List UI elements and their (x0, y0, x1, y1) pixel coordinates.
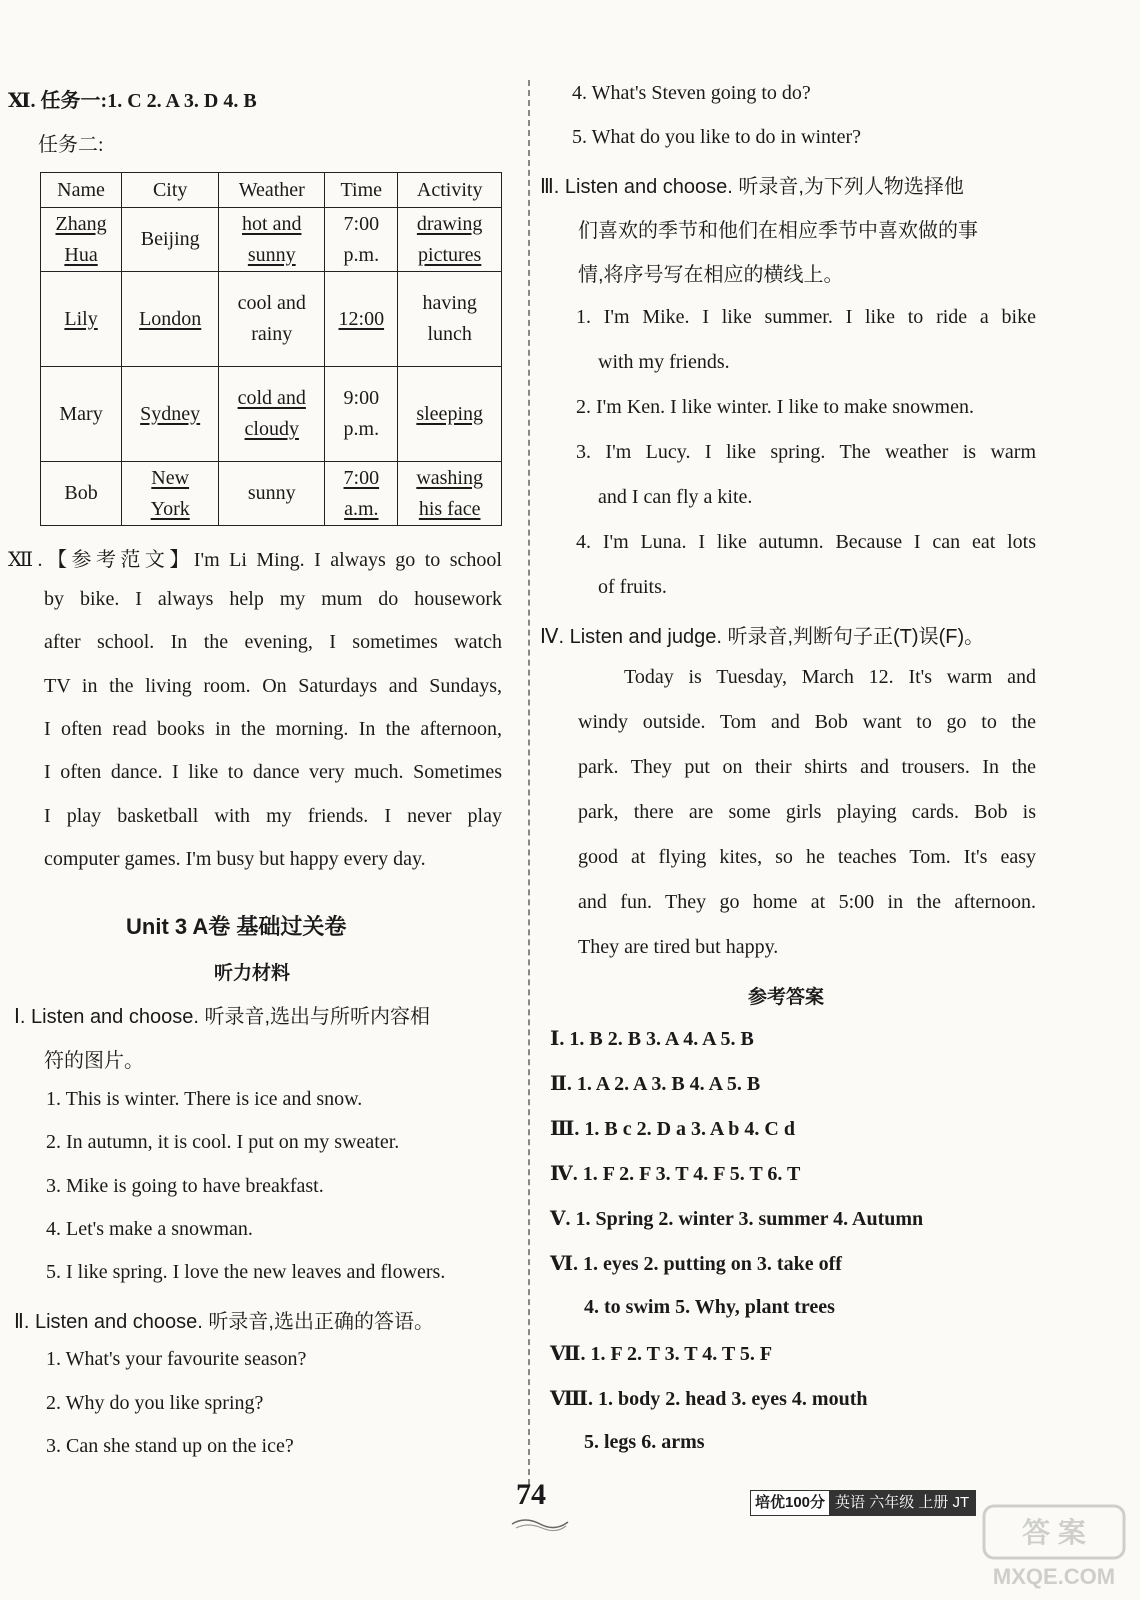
answer-line: Ⅳ. 1. F 2. F 3. T 4. F 5. T 6. T (550, 1163, 801, 1185)
answer-line: Ⅲ. 1. B c 2. D a 3. A b 4. C d (550, 1118, 795, 1140)
cell-activity: having lunch (398, 272, 502, 367)
section-2-title: Ⅱ. Listen and choose. 听录音,选出正确的答语。 (14, 1311, 434, 1333)
table-row (41, 272, 502, 367)
essay-line: Ⅻ.【参考范文】I'm Li Ming. I always go to school (8, 549, 502, 571)
table-row (41, 208, 502, 272)
page-number: 74 (516, 1478, 546, 1511)
section-3-title-cont: 情,将序号写在相应的横线上。 (578, 264, 844, 286)
wave-ornament-icon (510, 1514, 570, 1532)
section-3-title-cont: 们喜欢的季节和他们在相应季节中喜欢做的事 (578, 220, 978, 242)
list-item: 1. I'm Mike. I like summer. I like to ride a bike (576, 306, 1036, 328)
cell-city: New York (122, 462, 219, 526)
list-item: 2. I'm Ken. I like winter. I like to make snowmen. (576, 396, 974, 418)
list-item: 3. Mike is going to have breakfast. (46, 1175, 324, 1197)
passage-line: park, there are some girls playing cards. Bob is (578, 801, 1036, 823)
answer-line: Ⅰ. 1. B 2. B 3. A 4. A 5. B (550, 1028, 754, 1050)
list-item-cont: with my friends. (598, 351, 730, 373)
cell-time: 7:00 p.m. (325, 208, 398, 272)
task-table (40, 172, 502, 526)
passage-line: Today is Tuesday, March 12. It's warm and (624, 666, 1036, 688)
header-weather: Weather (219, 173, 325, 208)
answer-line: Ⅱ. 1. A 2. A 3. B 4. A 5. B (550, 1073, 761, 1095)
cell-name: Bob (41, 462, 122, 526)
cell-city: London (122, 272, 219, 367)
list-item: 5. What do you like to do in winter? (572, 126, 862, 148)
section-xi-task2-label: 任务二: (38, 134, 104, 156)
header-time: Time (325, 173, 398, 208)
answer-line: 4. to swim 5. Why, plant trees (584, 1296, 835, 1318)
list-item-cont: of fruits. (598, 576, 667, 598)
cell-time: 9:00 p.m. (325, 367, 398, 462)
answer-line: Ⅶ. 1. F 2. T 3. T 4. T 5. F (550, 1343, 773, 1365)
section-1-title-cont: 符的图片。 (44, 1050, 144, 1072)
unit-title: Unit 3 A卷 基础过关卷 (126, 914, 347, 939)
passage-line: good at flying kites, so he teaches Tom. It's easy (578, 846, 1036, 868)
section-1-title: Ⅰ. Listen and choose. 听录音,选出与所听内容相 (14, 1006, 431, 1028)
section-3-title: Ⅲ. Listen and choose. 听录音,为下列人物选择他 (540, 176, 964, 198)
cell-time: 7:00 a.m. (325, 462, 398, 526)
section-4-title: Ⅳ. Listen and judge. 听录音,判断句子正(T)误(F)。 (540, 626, 985, 648)
table-header-row (41, 173, 502, 208)
header-city: City (122, 173, 219, 208)
passage-line: They are tired but happy. (578, 936, 779, 958)
cell-activity: sleeping (398, 367, 502, 462)
cell-weather: cool and rainy (219, 272, 325, 367)
header-activity: Activity (398, 173, 502, 208)
list-item: 2. Why do you like spring? (46, 1392, 264, 1414)
essay-line: computer games. I'm busy but happy every day. (44, 848, 426, 870)
book-brand-badge (750, 1490, 976, 1516)
passage-line: park. They put on their shirts and trousers. In the (578, 756, 1036, 778)
cell-name: Zhang Hua (41, 208, 122, 272)
answer-line: Ⅴ. 1. Spring 2. winter 3. summer 4. Autumn (550, 1208, 924, 1230)
cell-weather: hot and sunny (219, 208, 325, 272)
list-item: 4. Let's make a snowman. (46, 1218, 253, 1240)
essay-line: TV in the living room. On Saturdays and Sundays, (44, 675, 502, 697)
essay-line: after school. In the evening, I sometimes watch (44, 631, 502, 653)
list-item: 1. This is winter. There is ice and snow. (46, 1088, 363, 1110)
answer-line: Ⅵ. 1. eyes 2. putting on 3. take off (550, 1253, 842, 1275)
passage-line: windy outside. Tom and Bob want to go to the (578, 711, 1036, 733)
cell-activity: drawing pictures (398, 208, 502, 272)
table-row (41, 462, 502, 526)
passage-line: and fun. They go home at 5:00 in the afternoon. (578, 891, 1036, 913)
cell-city: Sydney (122, 367, 219, 462)
list-item: 4. I'm Luna. I like autumn. Because I can eat lots (576, 531, 1036, 553)
answer-line: Ⅷ. 1. body 2. head 3. eyes 4. mouth (550, 1388, 868, 1410)
header-name: Name (41, 173, 122, 208)
book-label: 英语 六年级 上册 JT (829, 1491, 975, 1515)
svg-text:答 案: 答 案 (1022, 1517, 1086, 1548)
essay-line: I often read books in the morning. In the afternoon, (44, 718, 502, 740)
list-item: 3. Can she stand up on the ice? (46, 1435, 294, 1457)
cell-city: Beijing (122, 208, 219, 272)
essay-line: by bike. I always help my mum do housework (44, 588, 502, 610)
cell-activity: washing his face (398, 462, 502, 526)
cell-time: 12:00 (325, 272, 398, 367)
watermark-logo (974, 1500, 1134, 1592)
essay-line: I often dance. I like to dance very much. Sometimes (44, 761, 502, 783)
list-item: 1. What's your favourite season? (46, 1348, 307, 1370)
table-row (41, 367, 502, 462)
listening-material-title: 听力材料 (214, 963, 291, 984)
section-xi-answers: Ⅺ. 任务一:1. C 2. A 3. D 4. B (8, 90, 257, 112)
answer-line: 5. legs 6. arms (584, 1431, 705, 1453)
cell-weather: sunny (219, 462, 325, 526)
cell-weather: cold and cloudy (219, 367, 325, 462)
list-item: 4. What's Steven going to do? (572, 82, 811, 104)
cell-name: Mary (41, 367, 122, 462)
list-item: 2. In autumn, it is cool. I put on my sweater. (46, 1131, 400, 1153)
list-item: 5. I like spring. I love the new leaves and flowers. (46, 1261, 446, 1283)
brand-label: 培优100分 (751, 1491, 829, 1515)
column-divider (528, 80, 530, 1485)
list-item-cont: and I can fly a kite. (598, 486, 753, 508)
essay-line: I play basketball with my friends. I never play (44, 805, 502, 827)
cell-name: Lily (41, 272, 122, 367)
answers-title: 参考答案 (748, 987, 825, 1008)
list-item: 3. I'm Lucy. I like spring. The weather is warm (576, 441, 1036, 463)
svg-text:MXQE.COM: MXQE.COM (992, 1564, 1116, 1589)
